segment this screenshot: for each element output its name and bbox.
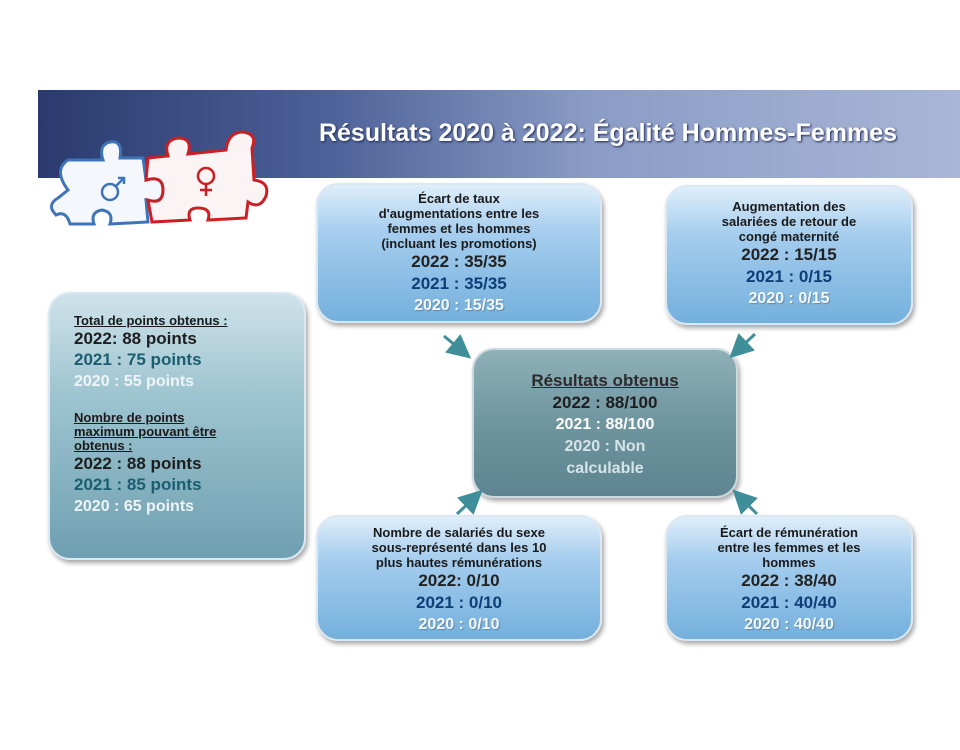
slide-title: Résultats 2020 à 2022: Égalité Hommes-Femmes <box>318 119 898 147</box>
total-2021: 2021 : 75 points <box>74 350 202 369</box>
box-description: sous-représenté dans les 10 <box>371 540 547 555</box>
total-2020: 2020 : 55 points <box>74 373 195 390</box>
box-results <box>472 348 738 498</box>
max-2022: 2022 : 88 points <box>74 454 202 473</box>
score-2020: 2020 : 0/10 <box>418 616 500 633</box>
score-2022: 2022 : 15/15 <box>741 245 837 264</box>
result-2020: calculable <box>566 460 644 477</box>
score-2021: 2021 : 35/35 <box>411 274 507 293</box>
result-2022: 2022 : 88/100 <box>552 393 658 412</box>
score-2020: 2020 : 15/35 <box>414 297 504 314</box>
box-description: congé maternité <box>738 229 840 244</box>
max-2020: 2020 : 65 points <box>74 498 195 515</box>
box-description: hommes <box>762 555 816 570</box>
box-description: plus hautes rémunérations <box>375 555 543 570</box>
blue-puzzle-piece <box>51 142 163 224</box>
box-description: (incluant les promotions) <box>381 236 537 251</box>
box-description: Augmentation des <box>732 199 846 214</box>
box-underrepresented-sex <box>316 515 602 641</box>
box-description: Écart de taux <box>418 191 500 206</box>
box-description: Nombre de salariés du sexe <box>373 525 545 540</box>
score-2021: 2021 : 0/15 <box>745 267 832 286</box>
score-2021: 2021 : 0/10 <box>415 593 502 612</box>
score-2022: 2022 : 35/35 <box>411 252 507 271</box>
box-description: d'augmentations entre les <box>378 206 540 221</box>
max-2021: 2021 : 85 points <box>74 475 202 494</box>
result-2021: 2021 : 88/100 <box>555 416 655 433</box>
results-heading: Résultats obtenus <box>531 371 679 390</box>
puzzle-gender-logo <box>48 120 278 240</box>
total-points-label: Total de points obtenus : <box>74 313 228 328</box>
score-2022: 2022 : 38/40 <box>741 571 837 590</box>
box-description: salariées de retour de <box>721 214 857 229</box>
box-description: entre les femmes et les <box>717 540 861 555</box>
box-description: femmes et les hommes <box>387 221 531 236</box>
box-pay-gap <box>665 515 913 641</box>
max-points-label: maximum pouvant être <box>74 424 217 439</box>
score-2020: 2020 : 40/40 <box>744 616 834 633</box>
box-maternity-return <box>665 185 913 325</box>
box-salary-increase-gap <box>316 183 602 323</box>
score-2021: 2021 : 40/40 <box>741 593 837 612</box>
max-points-label: obtenus : <box>74 438 133 453</box>
red-puzzle-piece <box>146 132 267 222</box>
max-points-label: Nombre de points <box>74 410 185 425</box>
total-2022: 2022: 88 points <box>74 329 197 348</box>
box-total-points <box>48 292 306 560</box>
score-2022: 2022: 0/10 <box>418 571 500 590</box>
score-2020: 2020 : 0/15 <box>748 290 830 307</box>
box-description: Écart de rémunération <box>720 525 858 540</box>
result-2020: 2020 : Non <box>564 438 646 455</box>
